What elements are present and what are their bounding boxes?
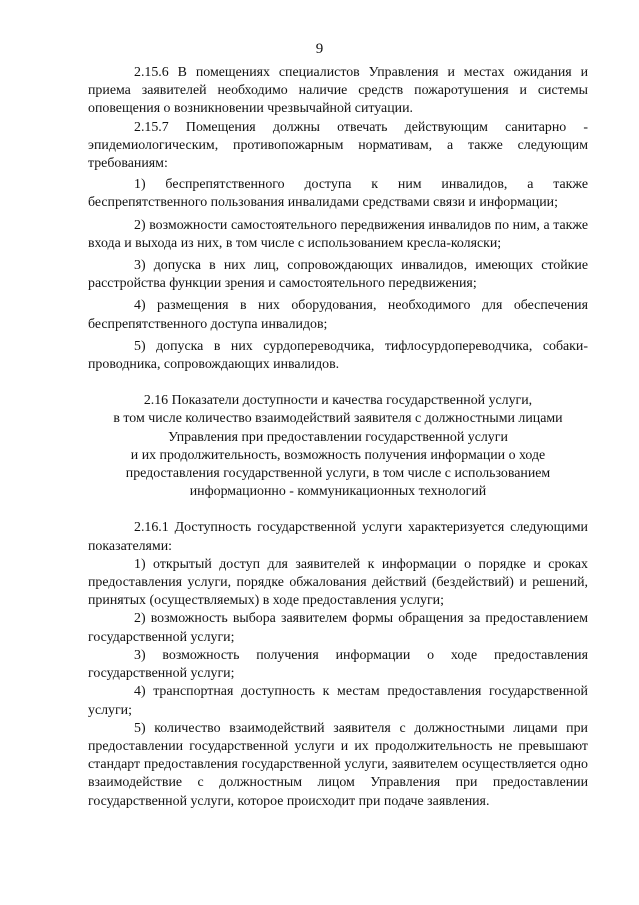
indicator-item-4: 4) транспортная доступность к местам предоставления государственной услуги; <box>88 684 588 718</box>
indicator-item-3: 3) возможность получения информации о ходе предоставления государственной услуги; <box>88 647 588 682</box>
page-number: 9 <box>315 41 324 57</box>
requirement-item-5: 5) допуска в них сурдопереводчика, тифлосурдопереводчика, собаки-проводника, сопровождающих инвалидов. <box>88 338 588 373</box>
document-body <box>88 64 588 811</box>
heading-line: 2.16 Показатели доступности и качества государственной услуги, <box>143 393 533 409</box>
requirement-item-1: 1) беспрепятственного доступа к ним инвалидов, а также беспрепятственного пользования инвалидами средствами связи и информации; <box>88 177 588 211</box>
heading-line: и их продолжительность, возможность получения информации о ходе <box>130 447 546 463</box>
requirement-item-3: 3) допуска в них лиц, сопровождающих инвалидов, имеющих стойкие расстройства функции зрения и самостоятельного передвижения; <box>88 258 588 292</box>
paragraph-2-16-1: 2.16.1 Доступность государственной услуги характеризуется следующими показателями: <box>88 520 588 554</box>
indicator-item-5: 5) количество взаимодействий заявителя с должностными лицами при предоставлении государственной услуги и их продолжительность не превышают стандарт предоставления государственной услуги, заявителем осуществляется одно взаимодействие с должностным лицом Управления при предоставлении государственной услуги, которое происходит при подаче заявления. <box>88 720 588 809</box>
heading-line: информационно - коммуникационных технологий <box>189 484 487 500</box>
section-heading-2-16 <box>88 392 588 501</box>
heading-line: в том числе количество взаимодействий заявителя с должностными лицами <box>113 411 563 427</box>
heading-line: предоставления государственной услуги, в том числе с использованием <box>125 466 551 482</box>
paragraph-2-15-7: 2.15.7 Помещения должны отвечать действующим санитарно - эпидемиологическим, противопожарным нормативам, а также следующим требованиям: <box>88 119 588 172</box>
heading-line: Управления при предоставлении государственной услуги <box>168 429 508 445</box>
requirement-item-4: 4) размещения в них оборудования, необходимого для обеспечения беспрепятственного доступа инвалидов; <box>88 298 588 332</box>
paragraph-2-15-6: 2.15.6 В помещениях специалистов Управления и местах ожидания и приема заявителей необходимо наличие средств пожаротушения и системы оповещения о возникновении чрезвычайной ситуации. <box>88 65 588 117</box>
indicator-item-2: 2) возможность выбора заявителем формы обращения за предоставлением государственной услуги; <box>88 611 588 645</box>
indicator-item-1: 1) открытый доступ для заявителей к информации о порядке и сроках предоставления услуги, порядке обжалования действий (бездействий) и решений, принятых (осуществляемых) в ходе предоставления услуги; <box>88 556 588 609</box>
requirement-item-2: 2) возможности самостоятельного передвижения инвалидов по ним, а также входа и выхода из них, в том числе с использованием кресла-коляски; <box>88 217 588 251</box>
